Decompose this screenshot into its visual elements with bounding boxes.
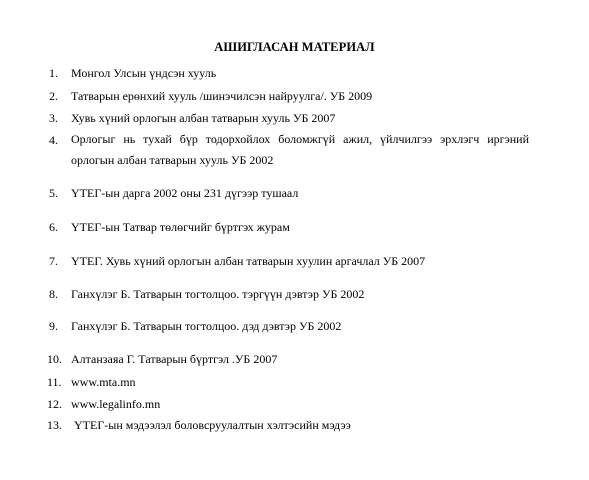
list-item-number: 3. <box>49 111 58 125</box>
list-item-number: 2. <box>49 89 58 103</box>
list-item-text: Татварын ерөнхий хууль /шинэчилсэн найруулга/. УБ 2009 <box>71 89 373 103</box>
list-item-number: 9. <box>49 319 58 333</box>
list-item-text: ҮТЕГ. Хувь хүний орлогын албан татварын хуулин аргачлал УБ 2007 <box>71 254 426 268</box>
list-item-text: Ганхүлэг Б. Татварын тогтолцоо. тэргүүн дэвтэр УБ 2002 <box>71 287 365 301</box>
list-item-number: 10. <box>47 352 62 366</box>
list-item-text: www.legalinfo.mn <box>71 397 161 411</box>
list-item-text: Хувь хүний орлогын албан татварын хууль УБ 2007 <box>71 111 336 125</box>
list-item-number: 7. <box>49 254 58 268</box>
list-item-text: ҮТЕГ-ын Татвар төлөгчийг бүртгэх журам <box>71 220 290 234</box>
list-item-number: 5. <box>49 186 58 200</box>
list-item-text: ҮТЕГ-ын мэдээлэл боловсруулалтын хэлтэсийн мэдээ <box>71 418 351 432</box>
list-item-text: Алтанзаяа Г. Татварын бүртгэл .УБ 2007 <box>71 352 278 366</box>
list-item-text: Ганхүлэг Б. Татварын тогтолцоо. дэд дэвтэр УБ 2002 <box>71 319 342 333</box>
list-item-number: 4. <box>49 133 58 147</box>
list-item-number: 1. <box>49 66 58 80</box>
list-item-text: www.mta.mn <box>71 375 136 389</box>
list-item-number: 6. <box>49 220 58 234</box>
list-item-number: 8. <box>49 287 58 301</box>
list-item-text: Орлогыг нь тухай бүр тодорхойлох боломжгүй ажил, үйлчилгээ эрхлэгч иргэний орлогын албан татварын хууль УБ 2002 <box>71 132 529 167</box>
page-title: АШИГЛАСАН МАТЕРИАЛ <box>214 40 375 54</box>
list-item-text: ҮТЕГ-ын дарга 2002 оны 231 дүгээр тушаал <box>71 186 299 200</box>
list-item-number: 11. <box>47 375 62 389</box>
list-item-text: Монгол Улсын үндсэн хууль <box>71 66 217 80</box>
list-item-number: 12. <box>47 397 62 411</box>
list-item-number: 13. <box>47 418 62 432</box>
